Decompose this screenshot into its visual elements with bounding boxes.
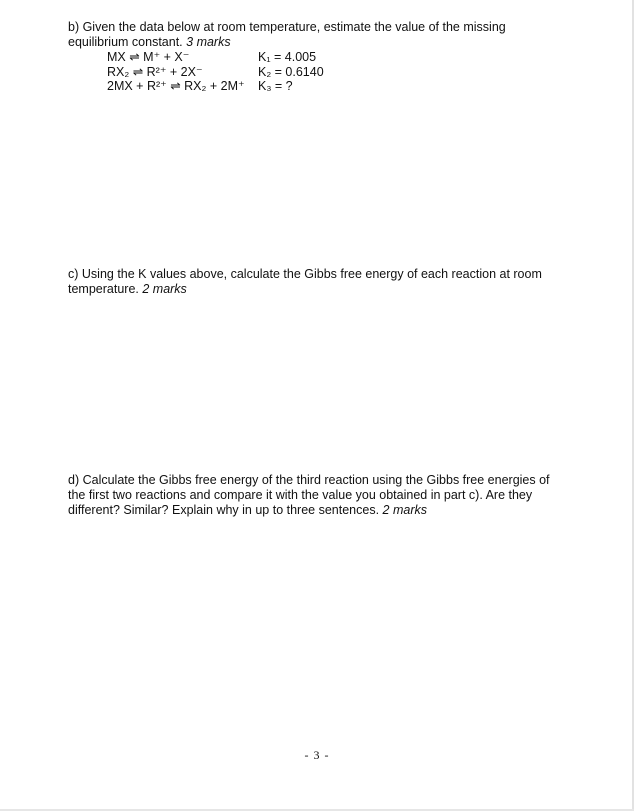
question-c-text: c) Using the K values above, calculate the Gibbs free energy of each reaction at room temperature. xyxy=(68,267,542,296)
question-b-marks: 3 marks xyxy=(186,35,231,49)
question-d-text: d) Calculate the Gibbs free energy of the third reaction using the Gibbs free energies of the first two reactions and compare it with the value you obtained in part c). Are they different? Similar? Explain why in up to three sentences. xyxy=(68,473,550,517)
page-number: - 3 - xyxy=(304,748,330,762)
equation-3-reaction: 2MX + R²⁺ ⇌ RX₂ + 2M⁺ xyxy=(107,79,245,93)
equation-1-constant: K₁ = 4.005 xyxy=(258,50,317,64)
equation-1-reaction: MX ⇌ M⁺ + X⁻ xyxy=(107,50,190,64)
question-b-text: b) Given the data below at room temperature, estimate the value of the missing equilibrium constant. xyxy=(68,20,506,49)
question-c xyxy=(68,267,568,297)
equation-2-constant: K₂ = 0.6140 xyxy=(258,64,324,79)
question-b xyxy=(68,20,568,50)
question-d-marks: 2 marks xyxy=(382,503,427,517)
question-c-marks: 2 marks xyxy=(142,282,187,296)
question-d xyxy=(68,473,568,518)
equation-2-reaction: RX₂ ⇌ R²⁺ + 2X⁻ xyxy=(107,64,203,79)
equation-3-constant: K₃ = ? xyxy=(258,79,293,93)
